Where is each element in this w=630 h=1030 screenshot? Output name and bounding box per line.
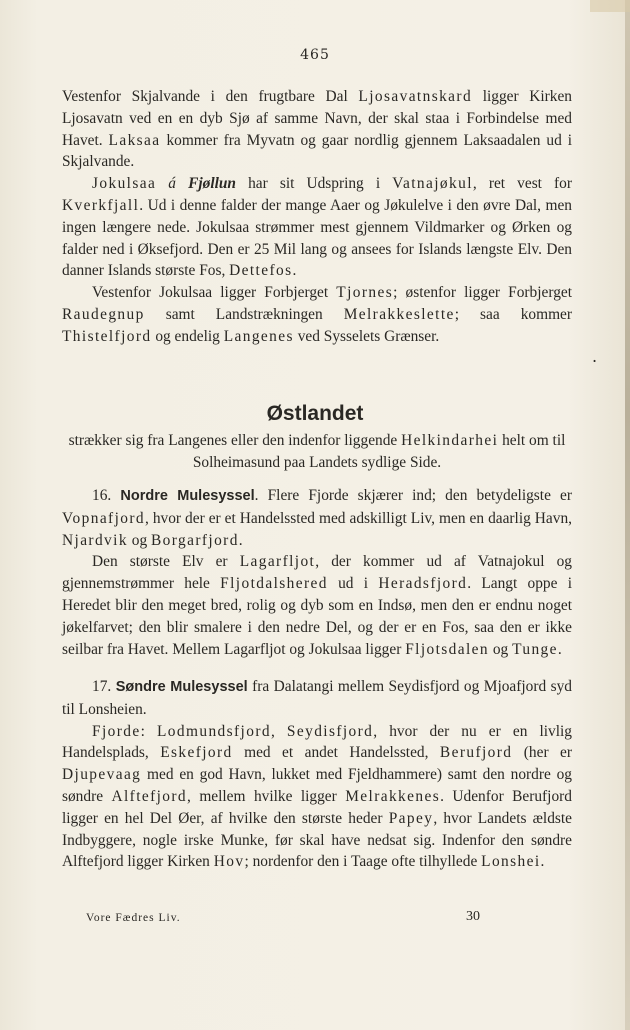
section-16 (62, 485, 572, 660)
paragraph: Vestenfor Jokulsaa ligger Forbjerget Tjornes; østenfor ligger Forbjerget Raudegnup samt Landstrækningen Melrakkeslette; saa kommer Thistelfjord og endelig Langenes ved Sysselets Grænser. (62, 284, 572, 345)
section-intro (62, 86, 572, 348)
footer-signature: 30 (466, 909, 480, 924)
stray-mark: . (592, 347, 598, 366)
paragraph: 17. Søndre Mulesyssel fra Dalatangi mellem Seydisfjord og Mjoafjord syd til Lonsheien. (62, 678, 573, 718)
section-17 (62, 676, 572, 873)
section-title: Søndre Mulesyssel (115, 679, 248, 695)
paragraph: Fjorde: Lodmundsfjord, Seydisfjord, hvor der nu er en livlig Handelsplads, Eskefjord med et andet Handelssted, Berufjord (her er Djupevaag med en god Havn, lukket med Fjeldhammere) samt den nordre og søndre Alftefjord, mellem hvilke ligger Melrakkenes. Udenfor Berufjord ligger en hel Del Øer, af hvilke den største heder Papey, hvor Landets ældste Indbyggere, nogle irske Munke, før skal have nedsat sig. Indenfor den søndre Alftefjord ligger Kirken Hov; nordenfor den i Taage ofte tilhyllede Lonshei. (62, 722, 572, 871)
page-edge (625, 0, 630, 1030)
section-title: Nordre Mulesyssel (120, 488, 255, 504)
paragraph: 16. Nordre Mulesyssel. Flere Fjorde skjærer ind; den betydeligste er Vopnafjord, hvor der er et Handelssted med adskilligt Liv, men en daarlig Havn, Njardvik og Borgarfjord. (62, 487, 572, 549)
paragraph: Den største Elv er Lagarfljot, der kommer ud af Vatnajokul og gjennemstrømmer hele Fljotdalshered ud i Heradsfjord. Langt oppe i Heredet blir den meget bred, rolig og dyb som en Indsø, men den er endnu noget jøkelfarvet; den blir smalere i den nedre Del, og der er en Fos, saa den er ikke seilbar fra Havet. Mellem Lagarfljot og Jokulsaa ligger Fljotsdalen og Tunge. (62, 553, 573, 658)
paper-stain (590, 0, 630, 12)
footer-book-title: Vore Fædres Liv. (86, 912, 181, 924)
section-heading: Østlandet (266, 402, 364, 425)
heading-subtitle: strækker sig fra Langenes eller den indenfor liggende Helkindarhei helt om til Solheimasund paa Landets sydlige Side. (68, 432, 566, 471)
paragraph: Vestenfor Skjalvande i den frugtbare Dal Ljosavatnskard ligger Kirken Ljosavatn ved en en dyb Sjø af samme Navn, der skal staa i Forbindelse med Havet. Laksaa kommer fra Myvatn og gaar nordlig gjennem Laksaadalen ud i Skjalvande. (62, 88, 572, 171)
paragraph: Jokulsaa á Fjøllun har sit Udspring i Vatnajøkul, ret vest for Kverkfjall. Ud i denne falder der mange Aaer og Jøkulelve i den øvre Dal, men ingen længere nede. Jokulsaa strømmer mest gjennem Vildmarker og Ørken og falder ned i Øksefjord. Den er 25 Mil lang og ansees for Islands længste Elv. Den danner Islands største Fos, Dettefos. (62, 175, 572, 280)
section-number: 16. (92, 487, 112, 504)
page-number: 465 (300, 47, 330, 63)
section-number: 17. (92, 678, 112, 695)
